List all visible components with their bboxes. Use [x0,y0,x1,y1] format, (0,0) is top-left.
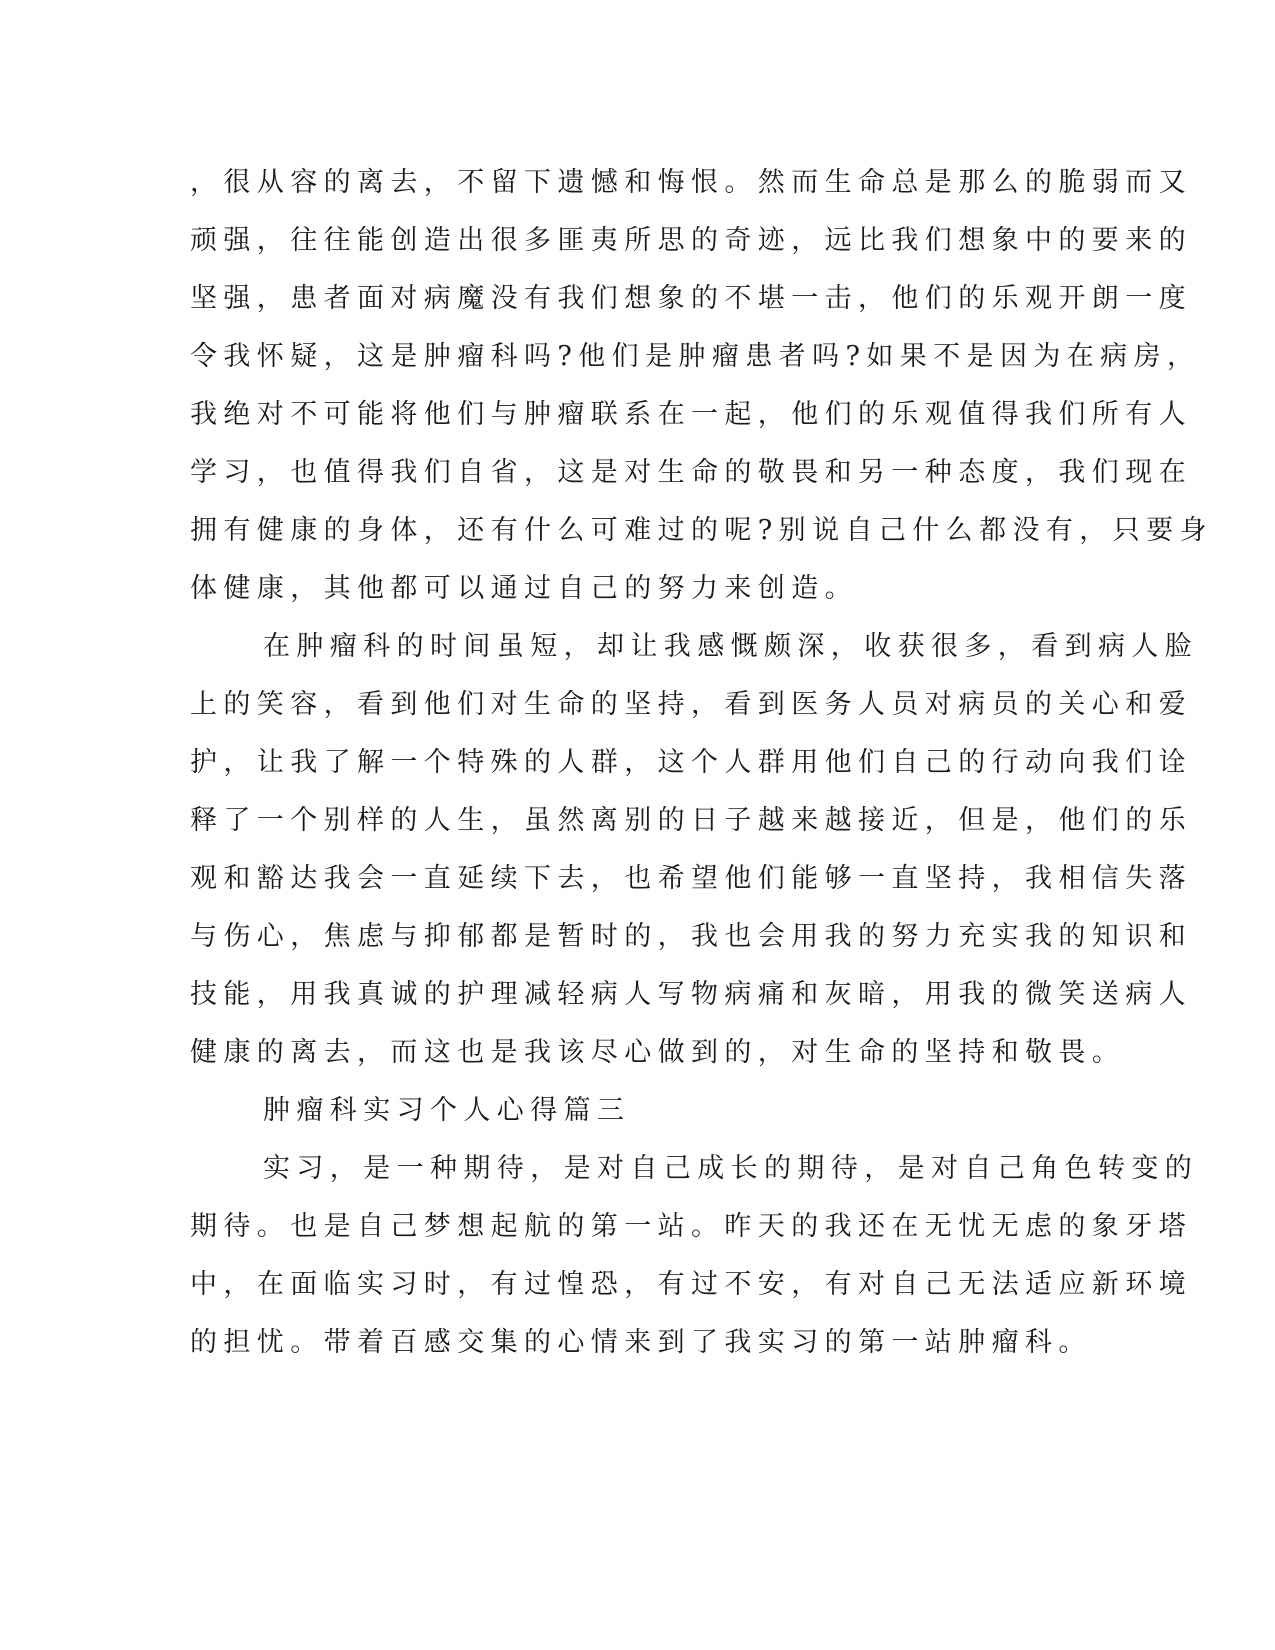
section-heading: 肿瘤科实习个人心得篇三 [263,1095,631,1126]
text-line: 观和豁达我会一直延续下去，也希望他们能够一直坚持，我相信失落 [190,863,1192,894]
text-line: 释了一个别样的人生，虽然离别的日子越来越接近，但是，他们的乐 [190,805,1192,836]
text-line: 学习，也值得我们自省，这是对生命的敬畏和另一种态度，我们现在 [190,457,1192,488]
text-line: 期待。也是自己梦想起航的第一站。昨天的我还在无忧无虑的象牙塔 [190,1211,1192,1242]
text-line: 顽强，往往能创造出很多匪夷所思的奇迹，远比我们想象中的要来的 [190,225,1192,256]
text-line: 坚强，患者面对病魔没有我们想象的不堪一击，他们的乐观开朗一度 [190,283,1192,314]
text-line: 我绝对不可能将他们与肿瘤联系在一起，他们的乐观值得我们所有人 [190,399,1192,430]
text-line: 上的笑容，看到他们对生命的坚持，看到医务人员对病员的关心和爱 [190,689,1192,720]
paragraph-first-line: 实习，是一种期待，是对自己成长的期待，是对自己角色转变的 [263,1153,1199,1184]
text-line: 护，让我了解一个特殊的人群，这个人群用他们自己的行动向我们诠 [190,747,1192,778]
text-line: 技能，用我真诚的护理减轻病人写物病痛和灰暗，用我的微笑送病人 [190,979,1192,1010]
text-line: ，很从容的离去，不留下遗憾和悔恨。然而生命总是那么的脆弱而又 [190,167,1192,198]
text-line: 与伤心，焦虑与抑郁都是暂时的，我也会用我的努力充实我的知识和 [190,921,1192,952]
text-line: 健康的离去，而这也是我该尽心做到的，对生命的坚持和敬畏。 [190,1037,1126,1068]
text-line: 体健康，其他都可以通过自己的努力来创造。 [190,573,858,604]
text-line: 的担忧。带着百感交集的心情来到了我实习的第一站肿瘤科。 [190,1327,1092,1358]
text-line: 令我怀疑，这是肿瘤科吗?他们是肿瘤患者吗?如果不是因为在病房， [190,341,1201,372]
text-line: 中，在面临实习时，有过惶恐，有过不安，有对自己无法适应新环境 [190,1269,1192,1300]
paragraph-first-line: 在肿瘤科的时间虽短，却让我感慨颇深，收获很多，看到病人脸 [263,631,1199,662]
text-line: 拥有健康的身体，还有什么可难过的呢?别说自己什么都没有，只要身 [190,515,1213,546]
